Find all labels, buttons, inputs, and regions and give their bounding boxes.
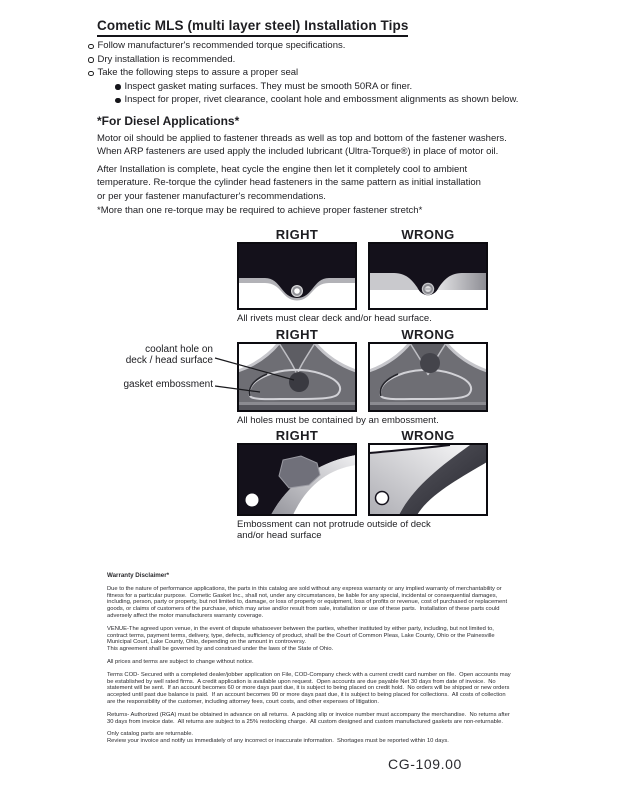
- wrong-label: WRONG: [401, 327, 455, 342]
- warranty-disclaimer-heading: Warranty Disclaimer*: [107, 572, 170, 579]
- callout-coolant-hole-label: coolant hole on deck / head surface: [125, 344, 213, 366]
- right-label: RIGHT: [275, 327, 319, 342]
- sub-list-item: [115, 80, 518, 94]
- right-label: RIGHT: [275, 428, 319, 443]
- diesel-applications-heading: *For Diesel Applications*: [97, 114, 240, 128]
- legal-paragraph: Only catalog parts are returnable. Review your invoice and notify us immediately of any incorrect or inaccurate information. Shortages must be reported within 10 days.: [107, 731, 449, 745]
- figure-caption: All holes must be contained by an embossment.: [237, 415, 439, 426]
- warranty-disclaimer-section: [107, 573, 537, 751]
- list-item-text: Dry installation is recommended.: [97, 53, 236, 65]
- open-bullet-icon: [88, 57, 94, 63]
- legal-paragraph: VENUE-The agreed upon venue, in the event of dispute whatsoever between the parties, whether instituted by either party, including, but not limited to, contract terms, payment terms, delivery, type, defects, sufficiency of product, shall be the Court of Common Pleas, Lake County, Ohio or the Painesville Municipal Court, Lake County, Ohio, depending on the amount in controversy. This agreement shall be governed by and construed under the laws of the State of Ohio.: [107, 625, 495, 653]
- embossment-wrong-graphic: [368, 342, 488, 412]
- diesel-paragraph: After Installation is complete, heat cycle the engine then let it completely cool to ambient temperature. Re-torque the cylinder head fasteners in the same pattern as initial installation or per your fastener manufacturer's recommendations.: [97, 164, 481, 202]
- open-bullet-icon: [88, 44, 94, 50]
- document-code: CG-109.00: [388, 756, 462, 772]
- protrusion-wrong-graphic: [368, 443, 488, 516]
- list-item: [88, 53, 518, 67]
- rivet-right-graphic: [237, 242, 357, 310]
- callout-gasket-embossment-label: gasket embossment: [123, 379, 213, 390]
- list-item-text: Inspect gasket mating surfaces. They must be smooth 50RA or finer.: [124, 80, 413, 92]
- wrong-label: WRONG: [401, 227, 455, 242]
- figure-rivet-clearance: [237, 227, 488, 324]
- installation-tips-list: [88, 39, 518, 107]
- list-item-text: Take the following steps to assure a proper seal: [97, 67, 299, 78]
- rivet-wrong-graphic: [368, 242, 488, 310]
- sub-list-item: [115, 93, 518, 107]
- diesel-paragraph: Motor oil should be applied to fastener threads as well as top and bottom of the fastener washers. When ARP fasteners are used apply the included lubricant (Ultra-Torque®) in place of motor oil.: [97, 133, 507, 158]
- legal-paragraph: Terms COD- Secured with a completed dealer/jobber application on File, COD-Company check with a current credit card number on file. Open accounts may be established by well rated firms. A credit application is available upon request. Open accounts are due payable Net 30 days from date of invoice. No statement will be sent. If an account becomes 60 or more days past due, it is subject to being placed on credit hold. No orders will be shipped or new orders accepted until past due balance is paid. If an account becomes 90 or more days past due, it is subject to being placed for collections. All costs of collection are the responsibility of the customer, including attorney fees, court costs, and other expenses of litigation.: [107, 671, 511, 705]
- right-label: RIGHT: [275, 227, 319, 242]
- legal-paragraph: Due to the nature of performance applications, the parts in this catalog are sold without any express warranty or any implied warranty of merchantability or fitness for a particular purpose. Cometic Gasket Inc., shall not, under any circumstances, be liable for any special, incidental or consequential damages, including, person, party or property, but not limited to, damage, or loss of property or equipment, loss of profits or revenue, cost of purchased or replacement goods, or claims of customers of the purchase, which may arise and/or result from sale, installation or use of these parts. Installation of these parts could adversely affect the motor manufacturers warranty coverage.: [107, 585, 508, 619]
- callout-leader-lines: [118, 348, 368, 408]
- protrusion-right-graphic: [237, 443, 357, 516]
- figure-embossment-protrusion: [237, 428, 488, 541]
- filled-bullet-icon: [115, 84, 121, 90]
- legal-paragraph: All prices and terms are subject to change without notice.: [107, 658, 254, 665]
- list-item-text: Follow manufacturer's recommended torque specifications.: [97, 40, 346, 51]
- page-title: Cometic MLS (multi layer steel) Installation Tips: [97, 18, 408, 37]
- list-item: [88, 39, 518, 53]
- filled-bullet-icon: [115, 98, 121, 104]
- retorque-note: *More than one re-torque may be required to achieve proper fastener stretch*: [97, 205, 423, 216]
- figure-caption: All rivets must clear deck and/or head surface.: [237, 313, 432, 324]
- open-bullet-icon: [88, 71, 94, 77]
- list-item: [88, 66, 518, 80]
- list-item-text: Inspect for proper, rivet clearance, coolant hole and embossment alignments as shown below.: [124, 94, 519, 105]
- legal-paragraph: Returns- Authorized (RGA) must be obtained in advance on all returns. A packing slip or invoice number must accompany the merchandise. No returns after 30 days from invoice date. All returns are subject to a 25% restocking charge. All custom designed and custom manufactured gaskets are non-returnable.: [107, 711, 510, 725]
- figure-caption: Embossment can not protrude outside of deck and/or head surface: [237, 519, 431, 541]
- wrong-label: WRONG: [401, 428, 455, 443]
